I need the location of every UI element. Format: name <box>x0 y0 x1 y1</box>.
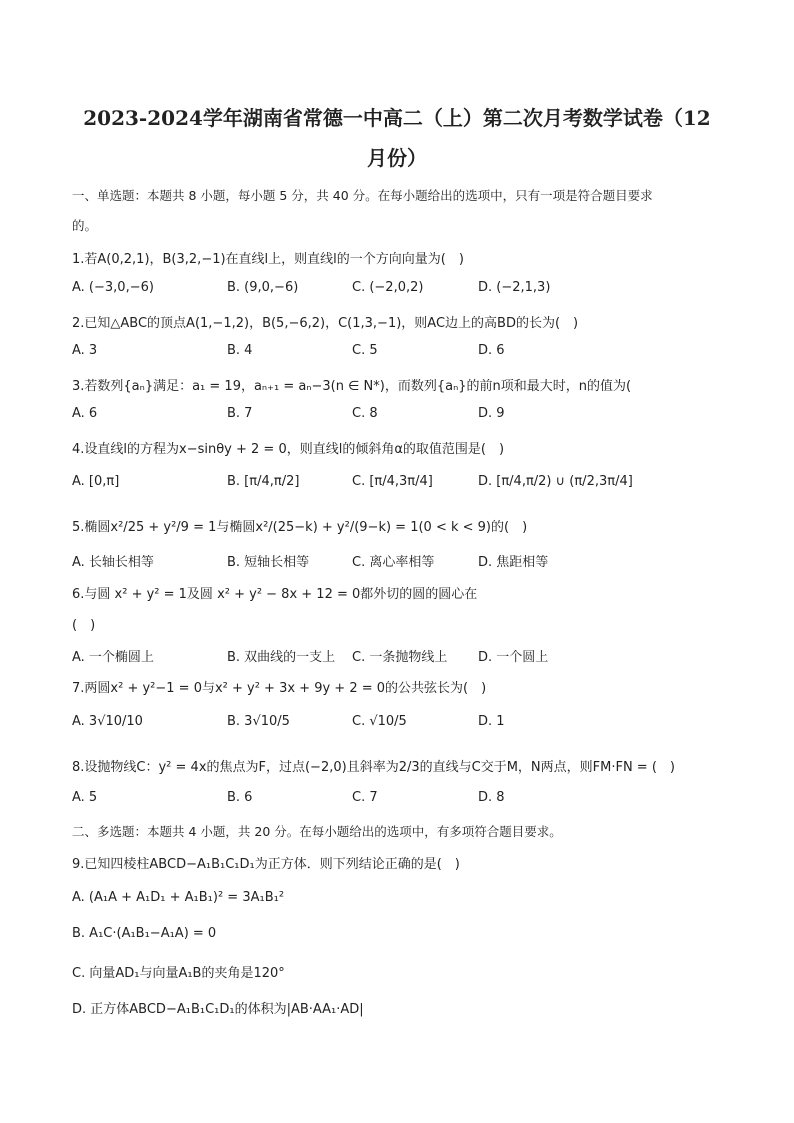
option-b: B. 短轴长相等 <box>227 555 310 570</box>
section2-header: 二、多选题：本题共 4 小题，共 20 分。在每小题给出的选项中，有多项符合题目要求。 <box>72 824 562 839</box>
question-9-option-c: C. 向量AD₁与向量A₁B的夹角是120° <box>72 966 285 981</box>
question-2-options <box>72 343 732 363</box>
question-3-stem: 3.若数列{aₙ}满足：a₁ = 19，aₙ₊₁ = aₙ−3(n ∈ N*)，而数列{aₙ}的前n项和最大时，n的值为( <box>72 379 632 394</box>
question-5-stem: 5.椭圆x²/25 + y²/9 = 1与椭圆x²/(25−k) + y²/(9−k) = 1(0 < k < 9)的( ) <box>72 520 528 535</box>
question-6-stem: 6.与圆 x² + y² = 1及圆 x² + y² − 8x + 12 = 0都外切的圆的圆心在 <box>72 587 478 602</box>
question-4-stem: 4.设直线l的方程为x−sinθy + 2 = 0，则直线l的倾斜角α的取值范围是( ) <box>72 442 505 457</box>
question-9-option-d: D. 正方体ABCD−A₁B₁C₁D₁的体积为|AB·AA₁·AD| <box>72 1002 364 1017</box>
option-d: D. 6 <box>478 343 505 358</box>
question-7-stem: 7.两圆x² + y²−1 = 0与x² + y² + 3x + 9y + 2 = 0的公共弦长为( ) <box>72 681 487 696</box>
question-7-options <box>72 714 732 734</box>
option-c: C. √10/5 <box>352 714 407 729</box>
question-1-options <box>72 280 732 300</box>
option-b: B. 7 <box>227 406 253 421</box>
option-b: B. 4 <box>227 343 253 358</box>
question-3-options <box>72 406 732 426</box>
question-8-options <box>72 790 732 810</box>
section1-header: 一、单选题：本题共 8 小题，每小题 5 分，共 40 分。在每小题给出的选项中，只有一项是符合题目要求 <box>72 188 653 203</box>
option-a: A. 3√10/10 <box>72 714 143 729</box>
option-c: C. (−2,0,2) <box>352 280 424 295</box>
option-a: A. 3 <box>72 343 98 358</box>
option-b: B. 双曲线的一支上 <box>227 650 336 665</box>
question-9-option-a: A. (A₁A + A₁D₁ + A₁B₁)² = 3A₁B₁² <box>72 890 285 905</box>
option-b: B. [π/4,π/2] <box>227 474 300 489</box>
section1-header-cont: 的。 <box>72 218 98 233</box>
question-6-answer-bracket: ( ) <box>72 618 96 633</box>
question-6-options <box>72 646 732 666</box>
question-9-option-b: B. A₁C·(A₁B₁−A₁A) = 0 <box>72 926 217 941</box>
option-c: C. 5 <box>352 343 378 358</box>
option-d: D. 9 <box>478 406 505 421</box>
question-1-stem: 1.若A(0,2,1)，B(3,2,−1)在直线l上，则直线l的一个方向向量为( ) <box>72 252 464 267</box>
option-d: D. 8 <box>478 790 505 805</box>
question-5-options <box>72 551 732 571</box>
option-c: C. 8 <box>352 406 378 421</box>
question-9-stem: 9.已知四棱柱ABCD−A₁B₁C₁D₁为正方体．则下列结论正确的是( ) <box>72 857 460 872</box>
option-a: A. [0,π] <box>72 474 120 489</box>
option-b: B. (9,0,−6) <box>227 280 299 295</box>
question-4-options <box>72 474 732 494</box>
exam-title-line1: 2023-2024学年湖南省常德一中高二（上）第二次月考数学试卷（12 <box>83 106 711 130</box>
option-a: A. (−3,0,−6) <box>72 280 154 295</box>
option-d: D. (−2,1,3) <box>478 280 551 295</box>
exam-title-line2: 月份） <box>367 146 427 170</box>
option-b: B. 6 <box>227 790 253 805</box>
option-c: C. 离心率相等 <box>352 555 435 570</box>
option-c: C. [π/4,3π/4] <box>352 474 433 489</box>
option-c: C. 一条抛物线上 <box>352 650 448 665</box>
question-8-stem: 8.设抛物线C：y² = 4x的焦点为F，过点(−2,0)且斜率为2/3的直线与C交于M，N两点，则FM·FN = ( ) <box>72 760 675 775</box>
option-a: A. 一个椭圆上 <box>72 650 154 665</box>
option-b: B. 3√10/5 <box>227 714 290 729</box>
option-a: A. 6 <box>72 406 98 421</box>
option-a: A. 5 <box>72 790 98 805</box>
option-a: A. 长轴长相等 <box>72 555 154 570</box>
option-c: C. 7 <box>352 790 378 805</box>
option-d: D. [π/4,π/2) ∪ (π/2,3π/4] <box>478 474 633 489</box>
option-d: D. 一个圆上 <box>478 650 549 665</box>
question-2-stem: 2.已知△ABC的顶点A(1,−1,2)，B(5,−6,2)，C(1,3,−1)，则AC边上的高BD的长为( ) <box>72 316 579 331</box>
option-d: D. 焦距相等 <box>478 555 549 570</box>
option-d: D. 1 <box>478 714 505 729</box>
